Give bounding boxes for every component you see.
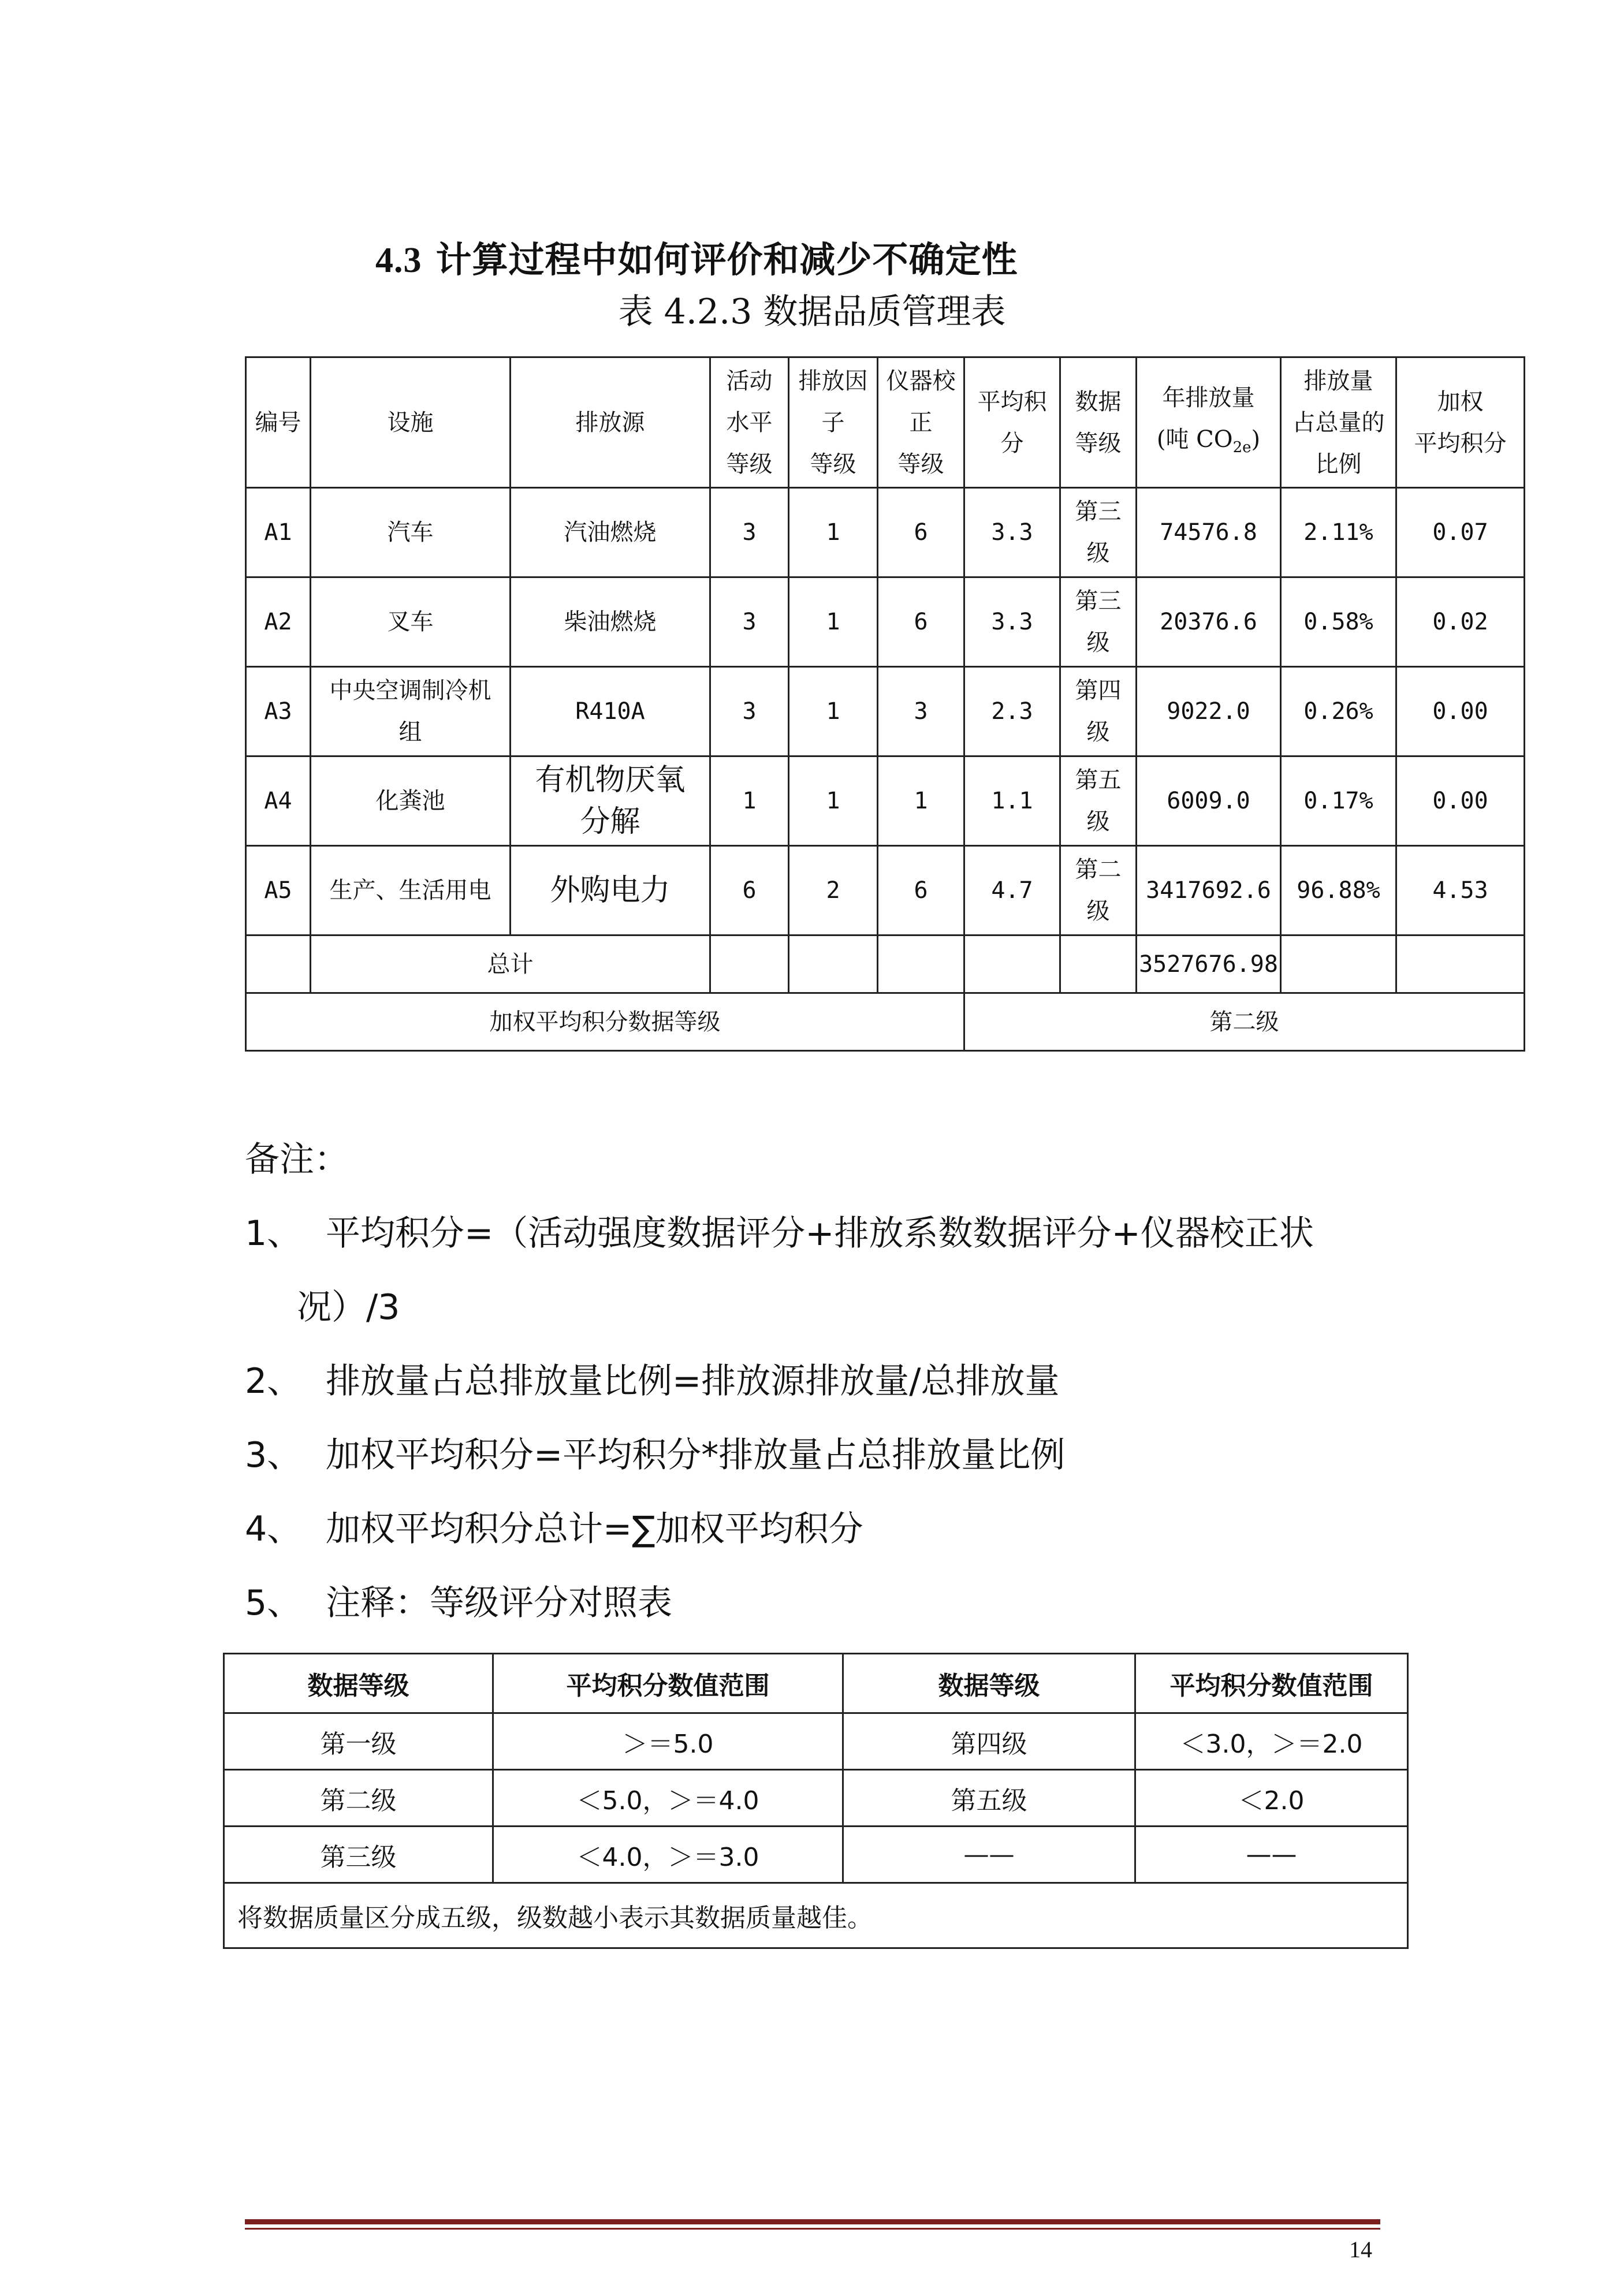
cell-grade [1060,577,1137,667]
section-number: 4.3 [375,241,422,280]
cell-share: 96.88% [1281,846,1396,935]
notes-title: 备注： [245,1139,349,1180]
col-header-calibration [878,357,964,488]
header-line: 仪器校 [886,367,956,394]
col-header-factor [789,357,878,488]
cell-grade [1060,667,1137,756]
header-line: 等级 [1075,430,1122,457]
note-item-1 [245,1206,1314,1255]
note-index: 1、 [245,1213,302,1254]
grade-line: 第二 [1075,856,1122,883]
table-row [224,1713,1408,1770]
cell-source: 柴油燃烧 [511,577,710,667]
empty-cell [964,935,1060,993]
total-row [246,935,1525,993]
header-line: 年排放量 [1162,384,1255,411]
header-subscript: 2e [1232,438,1251,456]
cell-calibration: 6 [878,577,964,667]
note-item-3 [245,1427,1065,1477]
empty-cell [789,935,878,993]
section-title: 计算过程中如何评价和减少不确定性 [435,238,1018,281]
col-header-share [1281,357,1396,488]
cell-range: ＜4.0，＞＝3.0 [493,1827,843,1883]
cell-activity: 3 [710,577,789,667]
cell-id: A2 [246,577,311,667]
header-line: ) [1251,426,1261,453]
empty-cell [710,935,789,993]
table-remark: 将数据质量区分成五级，级数越小表示其数据质量越佳。 [224,1883,1408,1948]
header-line: 活动 [726,367,773,394]
header-line: (吨 CO [1156,426,1233,453]
grade-line: 第三 [1075,498,1122,525]
table-header-row [224,1654,1408,1713]
cell-share: 0.17% [1281,756,1396,846]
col-header-annual-emission [1137,357,1281,488]
col-header-activity [710,357,789,488]
cell-grade: 第五级 [843,1770,1135,1827]
cell-average: 1.1 [964,756,1060,846]
header-line: 正 [909,409,933,436]
cell-share: 2.11% [1281,488,1396,577]
cell-id: A1 [246,488,311,577]
grade-reference-table [223,1653,1409,1949]
header-line: 平均积分 [1414,430,1507,457]
cell-source: R410A [511,667,710,756]
weighted-grade-row [246,993,1525,1051]
col-header-weighted [1396,357,1525,488]
cell-weighted: 4.53 [1396,846,1525,935]
empty-cell [246,935,311,993]
cell-grade: 第一级 [224,1713,493,1770]
note-text: 排放量占总排放量比例=排放源排放量/总排放量 [326,1361,1060,1402]
cell-activity: 3 [710,667,789,756]
col-header-grade [1060,357,1137,488]
cell-range: ＜2.0 [1135,1770,1408,1827]
header-line: 水平 [726,409,773,436]
header-line: 排放因 [798,367,868,394]
source-line: 有机物厌氧 [535,763,686,797]
header-line: 分 [1000,430,1024,457]
note-item-4 [245,1501,863,1551]
note-index: 2、 [245,1361,302,1402]
cell-range: ＞＝5.0 [493,1713,843,1770]
cell-share: 0.58% [1281,577,1396,667]
header-line: 数据 [1075,388,1122,415]
cell-factor: 1 [789,667,878,756]
cell-grade [1060,756,1137,846]
header-line: 占总量的 [1292,409,1385,436]
header-line: 加权 [1437,388,1484,415]
facility-line: 中央空调制冷机 [329,677,491,704]
header-line: 比例 [1315,450,1362,478]
cell-annual-emission: 6009.0 [1137,756,1281,846]
col-header-grade: 数据等级 [843,1654,1135,1713]
grade-line: 级 [1086,898,1110,925]
note-text: 加权平均积分总计=∑加权平均积分 [326,1509,863,1549]
footer-rule-thick [245,2219,1380,2224]
cell-grade: 第四级 [843,1713,1135,1770]
weighted-grade-label: 加权平均积分数据等级 [246,993,964,1051]
cell-calibration: 1 [878,756,964,846]
cell-id: A5 [246,846,311,935]
cell-grade: —— [843,1827,1135,1883]
cell-source: 汽油燃烧 [511,488,710,577]
col-header-grade: 数据等级 [224,1654,493,1713]
facility-line: 组 [398,719,422,746]
table-row [246,846,1525,935]
col-header-id: 编号 [246,357,311,488]
cell-average: 3.3 [964,577,1060,667]
cell-range: ＜5.0，＞＝4.0 [493,1770,843,1827]
footer-rule [245,2219,1380,2230]
table-row [246,667,1525,756]
empty-cell [1060,935,1137,993]
weighted-grade-value: 第二级 [964,993,1525,1051]
grade-line: 第四 [1075,677,1122,704]
grade-line: 级 [1086,719,1110,746]
cell-grade: 第三级 [224,1827,493,1883]
col-header-range: 平均积分数值范围 [493,1654,843,1713]
col-header-average [964,357,1060,488]
note-text: 注释：等级评分对照表 [326,1583,672,1623]
cell-factor: 2 [789,846,878,935]
cell-calibration: 3 [878,667,964,756]
header-line: 等级 [726,450,773,478]
source-line: 分解 [580,804,640,839]
cell-calibration: 6 [878,846,964,935]
note-text: 平均积分=（活动强度数据评分+排放系数数据评分+仪器校正状 [326,1213,1314,1254]
col-header-source: 排放源 [511,357,710,488]
cell-id: A4 [246,756,311,846]
note-item-5 [245,1575,672,1625]
cell-facility: 汽车 [311,488,511,577]
data-quality-table [245,356,1525,1052]
cell-facility [311,667,511,756]
empty-cell [1281,935,1396,993]
cell-average: 2.3 [964,667,1060,756]
cell-id: A3 [246,667,311,756]
cell-share: 0.26% [1281,667,1396,756]
page-number: 14 [1349,2237,1372,2263]
table-row [246,756,1525,846]
cell-calibration: 6 [878,488,964,577]
grade-line: 级 [1086,808,1110,835]
empty-cell [1396,935,1525,993]
cell-facility: 叉车 [311,577,511,667]
cell-factor: 1 [789,577,878,667]
cell-activity: 3 [710,488,789,577]
cell-weighted: 0.07 [1396,488,1525,577]
grade-line: 级 [1086,629,1110,656]
header-line: 等级 [810,450,856,478]
total-label: 总计 [311,935,710,993]
note-item-2 [245,1354,1060,1403]
table-row [246,488,1525,577]
col-header-facility: 设施 [311,357,511,488]
cell-grade [1060,846,1137,935]
header-line: 等级 [897,450,944,478]
note-text: 加权平均积分=平均积分*排放量占总排放量比例 [326,1435,1066,1475]
note-index: 3、 [245,1435,302,1475]
cell-factor: 1 [789,488,878,577]
cell-source: 外购电力 [511,846,710,935]
col-header-range: 平均积分数值范围 [1135,1654,1408,1713]
table-row [224,1827,1408,1883]
table-row [224,1770,1408,1827]
note-index: 4、 [245,1509,302,1549]
cell-annual-emission: 20376.6 [1137,577,1281,667]
header-line: 排放量 [1303,367,1373,394]
cell-annual-emission: 74576.8 [1137,488,1281,577]
note-index: 5、 [245,1583,302,1623]
grade-line: 第五 [1075,767,1122,793]
table-caption: 表 4.2.3 数据品质管理表 [618,292,1006,332]
remark-row [224,1883,1408,1948]
note-item-1-continuation: 况）/3 [297,1287,400,1328]
grade-line: 级 [1086,540,1110,566]
cell-grade: 第二级 [224,1770,493,1827]
grade-line: 第三 [1075,588,1122,614]
footer-rule-thin [245,2228,1380,2230]
cell-weighted: 0.02 [1396,577,1525,667]
total-value: 3527676.98 [1137,935,1281,993]
cell-factor: 1 [789,756,878,846]
header-line: 子 [821,409,845,436]
cell-source [511,756,710,846]
cell-activity: 6 [710,846,789,935]
table-row [246,577,1525,667]
cell-average: 3.3 [964,488,1060,577]
cell-range: —— [1135,1827,1408,1883]
cell-average: 4.7 [964,846,1060,935]
cell-grade [1060,488,1137,577]
cell-facility: 化粪池 [311,756,511,846]
cell-range: ＜3.0，＞＝2.0 [1135,1713,1408,1770]
cell-activity: 1 [710,756,789,846]
header-line: 平均积 [977,388,1047,415]
cell-weighted: 0.00 [1396,667,1525,756]
table-header-row [246,357,1525,488]
cell-annual-emission: 3417692.6 [1137,846,1281,935]
cell-facility: 生产、生活用电 [311,846,511,935]
section-heading [375,231,1018,282]
empty-cell [878,935,964,993]
cell-weighted: 0.00 [1396,756,1525,846]
cell-annual-emission: 9022.0 [1137,667,1281,756]
